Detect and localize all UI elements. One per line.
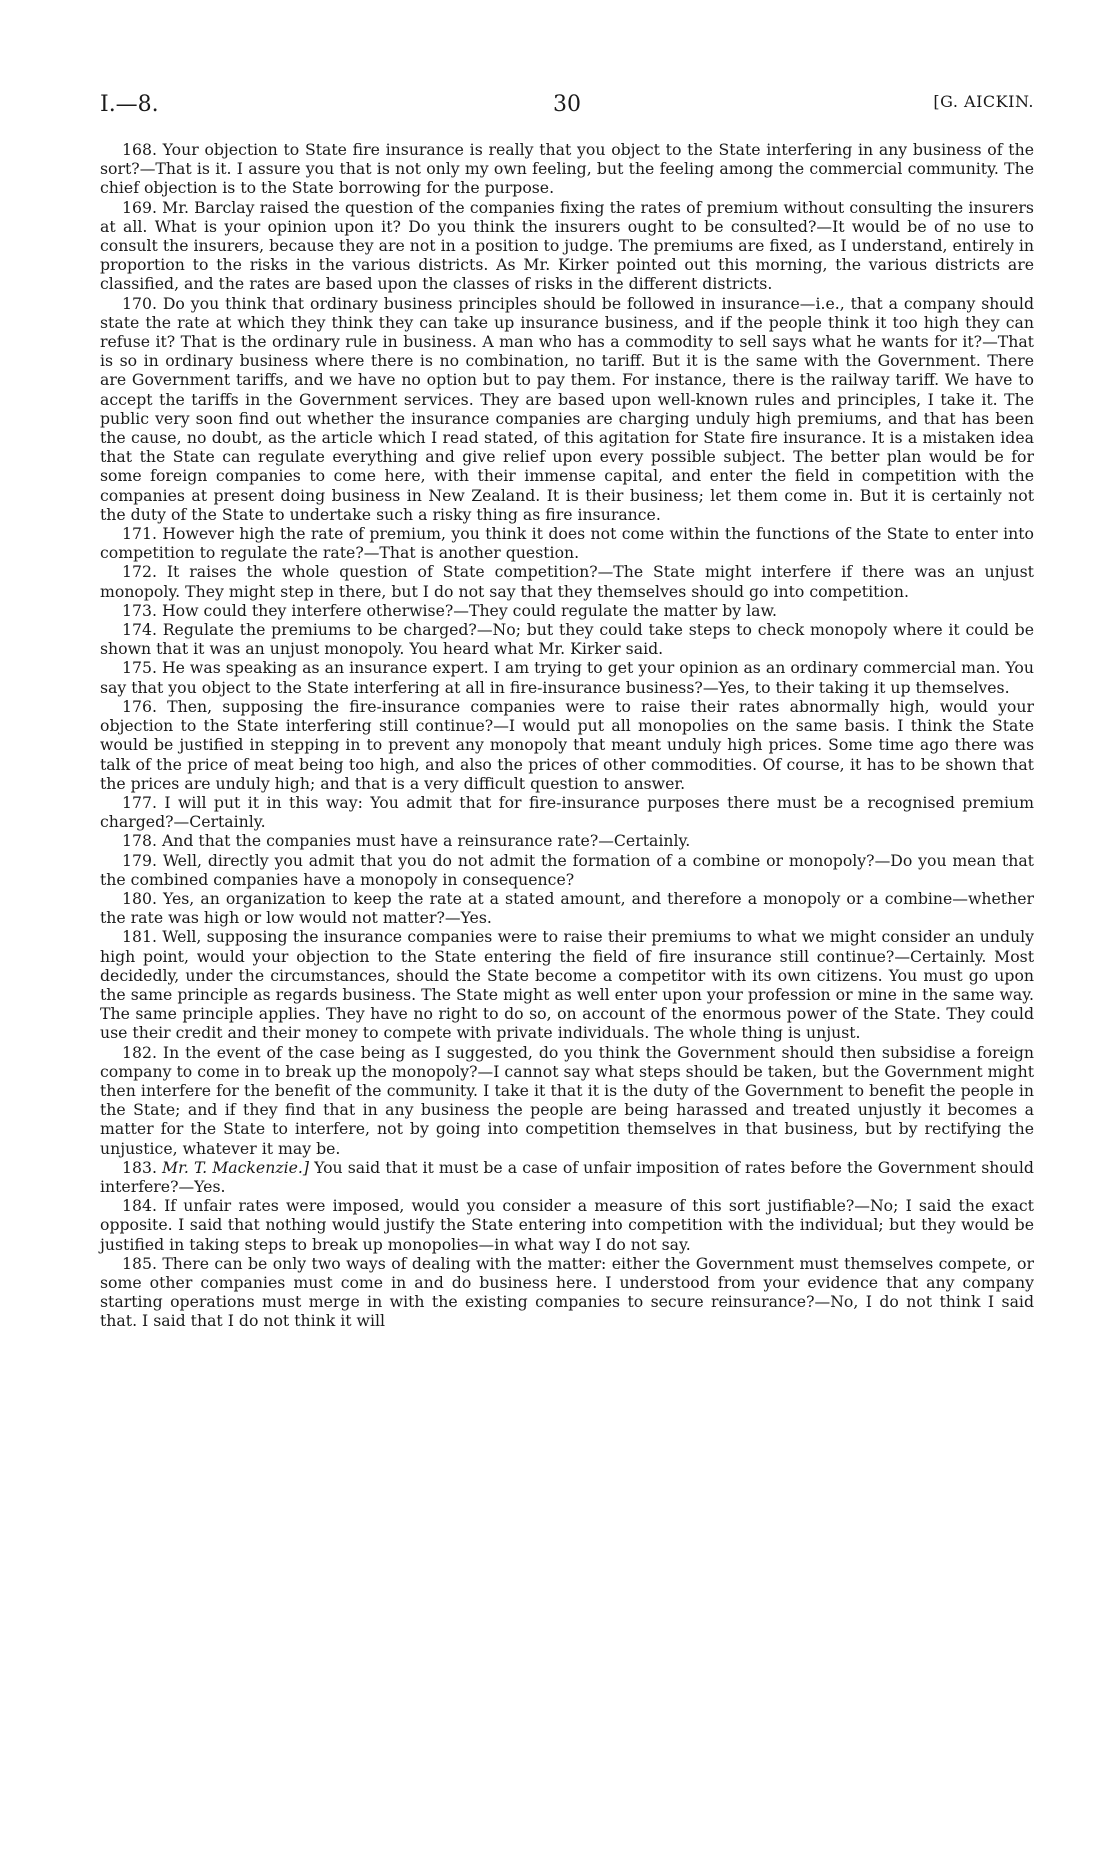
paragraph-text: Yes, an organization to keep the rate at a stated amount, and therefore a monopoly or a combine—whether the rate was high or low would not matter?—Yes.	[100, 888, 1034, 928]
paragraph-text: I will put it in this way: You admit that for fire-insurance purposes there must be a recognised premium charged?—Certainly.	[100, 792, 1034, 832]
question-number: 178.	[122, 831, 157, 851]
question-number: 184.	[122, 1196, 157, 1216]
paragraph-text: Well, directly you admit that you do not admit the formation of a combine or monopoly?—Do you mean that the combined companies have a monopoly in consequence?	[100, 850, 1034, 889]
question-answer-paragraph	[100, 793, 1034, 831]
question-answer-paragraph	[100, 562, 1034, 600]
question-number: 185.	[122, 1253, 157, 1273]
question-number: 175.	[122, 658, 157, 678]
question-answer-paragraph	[100, 1158, 1034, 1196]
paragraph-text: It raises the whole question of State competition?—The State might interfere if there was an unjust monopoly. They might step in there, but I do not say that they themselves should go into competition.	[100, 562, 1034, 601]
page-number: 30	[553, 92, 581, 117]
question-number: 169.	[122, 197, 157, 217]
paragraph-text: And that the companies must have a reinsurance rate?—Certainly.	[161, 831, 691, 851]
question-number: 172.	[122, 562, 157, 582]
question-answer-paragraph	[100, 658, 1034, 696]
question-answer-paragraph	[100, 198, 1034, 294]
header-witness-name: [G. AICKIN.	[933, 92, 1034, 111]
question-answer-paragraph	[100, 831, 1034, 850]
speaker-name: Mr. T. Mackenzie.]	[162, 1157, 309, 1177]
paragraph-text: Then, supposing the fire-insurance companies were to raise their rates abnormally high, would your objection to the State interfering still continue?—I would put all monopolies on the same basis. I think the State would be justified in stepping in to prevent any monopoly that meant unduly high prices. Some time ago there was talk of the price of meat being too high, and also the prices of other commodities. Of course, it has to be shown that the prices are unduly high; and that is a very difficult question to answer.	[100, 696, 1034, 793]
question-answer-paragraph	[100, 1254, 1034, 1331]
question-number: 170.	[122, 293, 157, 313]
document-body	[100, 140, 1034, 1331]
question-number: 177.	[122, 792, 157, 812]
paragraph-text: Well, supposing the insurance companies were to raise their premiums to what we might consider an unduly high point, would your objection to the State entering the field of fire insurance still continue?—Certainly. Most decidedly, under the circumstances, should the State become a competitor with its own citizens. You must go upon the same principle as regards business. The State might as well enter upon your profession or mine in the same way. The same principle applies. They have no right to do so, on account of the enormous power of the State. They could use their credit and their money to compete with private individuals. The whole thing is unjust.	[100, 927, 1034, 1043]
paragraph-text: How could they interfere otherwise?—They could regulate the matter by law.	[161, 600, 778, 620]
header-paper-reference: I.—8.	[100, 92, 159, 117]
question-answer-paragraph	[100, 294, 1034, 524]
question-answer-paragraph	[100, 851, 1034, 889]
question-answer-paragraph	[100, 889, 1034, 927]
question-answer-paragraph	[100, 620, 1034, 658]
question-number: 173.	[122, 600, 157, 620]
question-number: 180.	[122, 888, 157, 908]
question-number: 181.	[122, 927, 157, 947]
question-number: 176.	[122, 696, 157, 716]
paragraph-text: In the event of the case being as I suggested, do you think the Government should then subsidise a foreign company to come in to break up the monopoly?—I cannot say what steps should be taken, but the Government might then interfere for the benefit of the community. I take it that it is the duty of the Government to benefit the people in the State; and if they find that in any business the people are being harassed and treated unjustly it becomes a matter for the State to interfere, not by going into competition themselves in that business, but by rectifying the unjustice, whatever it may be.	[100, 1042, 1034, 1158]
paragraph-text: There can be only two ways of dealing with the matter: either the Government must themselves compete, or some other companies must come in and do business here. I understood from your evidence that any company starting operations must merge in with the existing companies to secure reinsurance?—No, I do not think I said that. I said that I do not think it will	[100, 1253, 1034, 1331]
question-answer-paragraph	[100, 697, 1034, 793]
question-number: 179.	[122, 850, 157, 870]
question-number: 182.	[122, 1042, 157, 1062]
paragraph-text: Do you think that ordinary business principles should be followed in insurance—i.e., that a company should state the rate at which they think they can take up insurance business, and if the people think it too high they can refuse it? That is the ordinary rule in business. A man who has a commodity to sell says what he wants for it?—That is so in ordinary business where there is no combination, no tariff. But it is the same with the Government. There are Government tariffs, and we have no option but to pay them. For instance, there is the railway tariff. We have to accept the tariffs in the Government services. They are based upon well-known rules and principles, I take it. The public very soon find out whether the insurance companies are charging unduly high premiums, and that has been the cause, no doubt, as the article which I read stated, of this agitation for State fire insurance. It is a mistaken idea that the State can regulate everything and give relief upon every possible subject. The better plan would be for some foreign companies to come here, with their immense capital, and enter the field in competition with the companies at present doing business in New Zealand. It is their business; let them come in. But it is certainly not the duty of the State to undertake such a risky thing as fire insurance.	[100, 293, 1034, 524]
question-answer-paragraph	[100, 524, 1034, 562]
paragraph-text: Regulate the premiums to be charged?—No; but they could take steps to check monopoly where it could be shown that it was an unjust monopoly. You heard what Mr. Kirker said.	[100, 620, 1034, 659]
paragraph-text: Your objection to State fire insurance is really that you object to the State interfering in any business of the sort?—That is it. I assure you that is not only my own feeling, but the feeling among the commercial community. The chief objection is to the State borrowing for the purpose.	[100, 140, 1034, 198]
question-number: 171.	[122, 524, 157, 544]
question-answer-paragraph	[100, 1196, 1034, 1254]
question-answer-paragraph	[100, 1043, 1034, 1158]
question-answer-paragraph	[100, 140, 1034, 198]
page-header	[100, 92, 1034, 122]
question-number: 174.	[122, 620, 157, 640]
paragraph-text: You said that it must be a case of unfair imposition of rates before the Government should interfere?—Yes.	[100, 1157, 1034, 1196]
paragraph-text: Mr. Barclay raised the question of the companies fixing the rates of premium without consulting the insurers at all. What is your opinion upon it? Do you think the insurers ought to be consulted?—It would be of no use to consult the insurers, because they are not in a position to judge. The premiums are fixed, as I understand, entirely in proportion to the risks in the various districts. As Mr. Kirker pointed out this morning, the various districts are classified, and the rates are based upon the classes of risks in the different districts.	[100, 197, 1034, 294]
paragraph-text: If unfair rates were imposed, would you consider a measure of this sort justifiable?—No; I said the exact opposite. I said that nothing would justify the State entering into competition with the individual; but they would be justified in taking steps to break up monopolies—in what way I do not say.	[100, 1196, 1034, 1254]
question-number: 183.	[122, 1157, 157, 1177]
question-answer-paragraph	[100, 601, 1034, 620]
paragraph-text: However high the rate of premium, you think it does not come within the functions of the State to enter into competition to regulate the rate?—That is another question.	[100, 524, 1034, 563]
question-answer-paragraph	[100, 927, 1034, 1042]
question-number: 168.	[122, 140, 157, 159]
paragraph-text: He was speaking as an insurance expert. I am trying to get your opinion as an ordinary commercial man. You say that you object to the State interfering at all in fire-insurance business?—Yes, to their taking it up themselves.	[100, 658, 1034, 697]
